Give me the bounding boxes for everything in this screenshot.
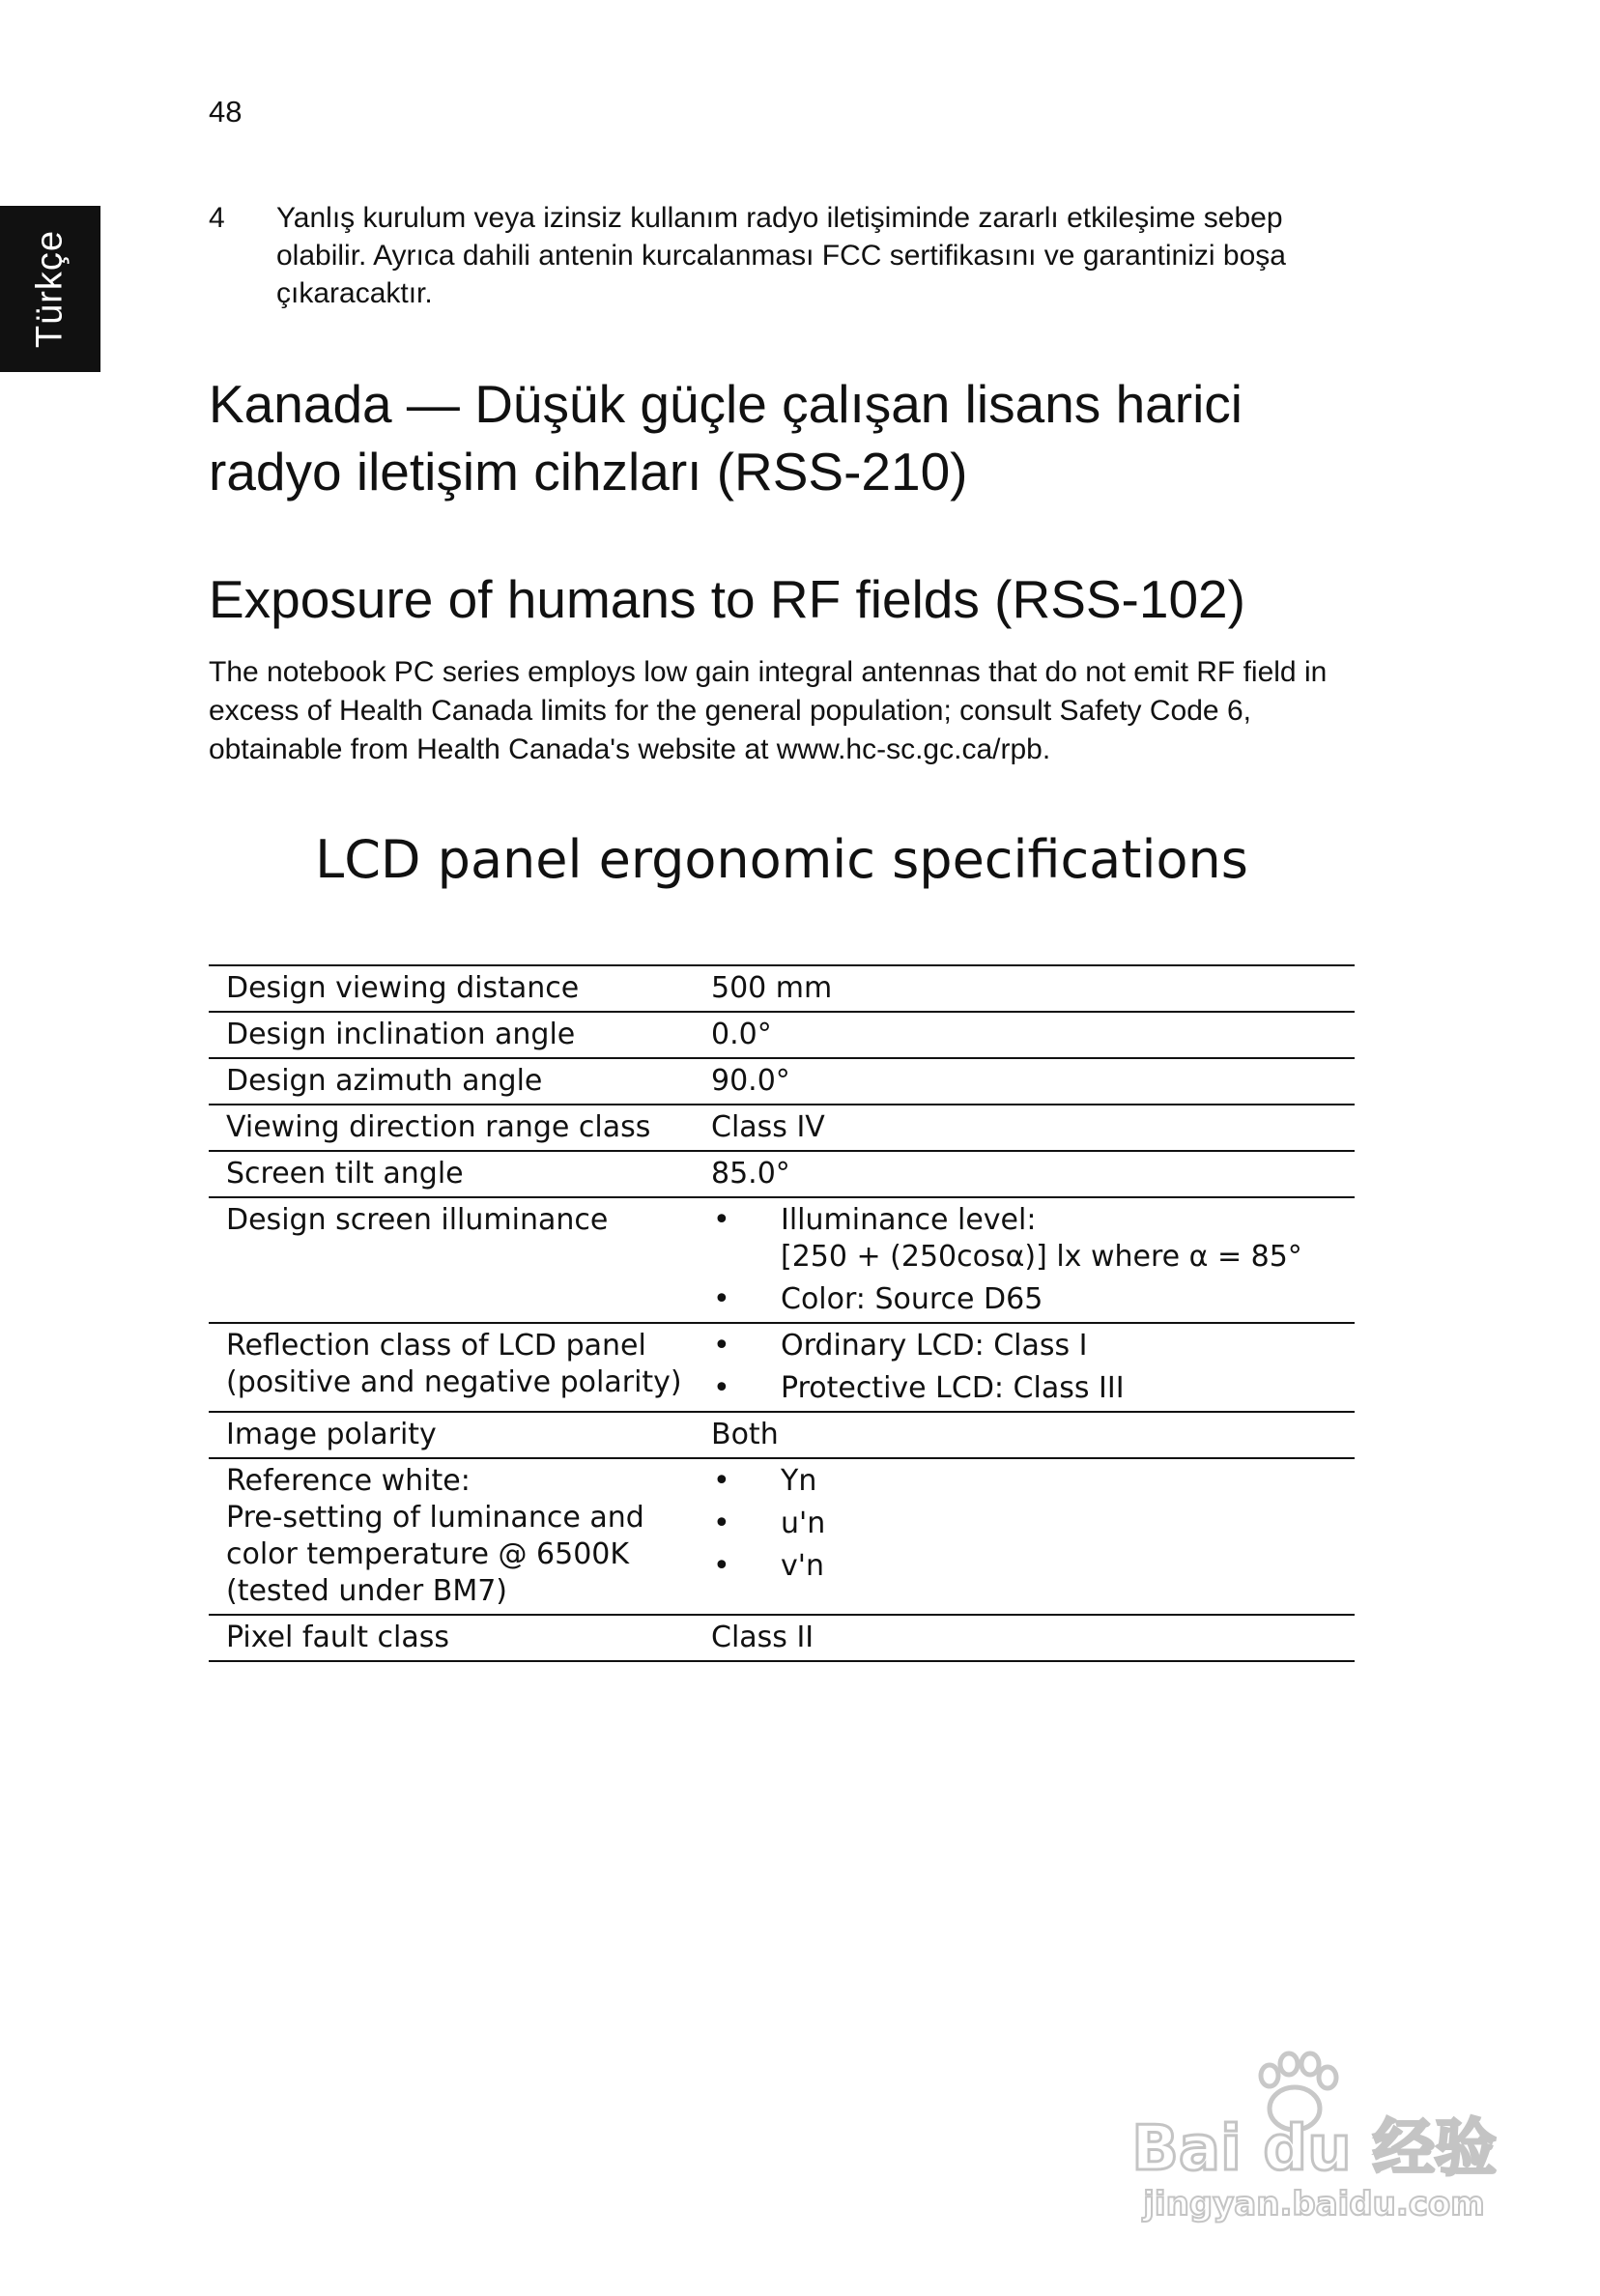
bullet-list [711, 1328, 1355, 1407]
spec-label-line: Reflection class of LCD panel [226, 1329, 646, 1363]
heading-lcd-specs: LCD panel ergonomic specifications [315, 829, 1248, 890]
lcd-specs-table [209, 964, 1355, 1662]
spec-label-line: Reference white: [226, 1464, 471, 1498]
spec-value: Class II [711, 1621, 814, 1654]
spec-label-line: Pre-setting of luminance and [226, 1501, 644, 1535]
spec-label: Design screen illuminance [226, 1203, 609, 1237]
spec-label: Design azimuth angle [226, 1064, 543, 1098]
baidu-url-text: jingyan.baidu.com [1143, 2185, 1485, 2224]
list-item: • Ordinary LCD: Class I [711, 1328, 1355, 1364]
bullet-text: • Illuminance level: [781, 1203, 1037, 1237]
spec-value: 500 mm [711, 971, 833, 1005]
heading-kanada: Kanada — Düşük güçle çalışan lisans harici radyo iletişim cihzları (RSS-210) [209, 374, 1243, 502]
page-number: 48 [209, 95, 243, 129]
spec-value: 90.0° [711, 1064, 790, 1098]
numbered-note [209, 199, 1358, 312]
spec-value [694, 1197, 1355, 1323]
table-row [209, 1412, 1355, 1458]
note-number: 4 [209, 202, 225, 234]
table-row [209, 1058, 1355, 1105]
spec-label: Design viewing distance [226, 971, 580, 1005]
table-row [209, 1615, 1355, 1661]
spec-label: Image polarity [226, 1418, 437, 1451]
spec-label: Pixel fault class [226, 1621, 449, 1654]
list-item: • Protective LCD: Class III [711, 1370, 1355, 1407]
spec-value: 85.0° [711, 1157, 790, 1191]
list-item: • v'n [711, 1548, 1355, 1585]
spec-label: Viewing direction range class [226, 1110, 651, 1144]
bullet-list [711, 1463, 1355, 1585]
table-row [209, 1458, 1355, 1615]
table-row [209, 1151, 1355, 1197]
spec-label [209, 1458, 694, 1615]
spec-value [694, 1458, 1355, 1615]
spec-label: Screen tilt angle [226, 1157, 464, 1191]
table-row [209, 1197, 1355, 1323]
list-item: • Yn [711, 1463, 1355, 1500]
language-tab-label: Türkçe [29, 229, 71, 349]
baidu-logo-text: Bai du 经验 [1131, 2113, 1497, 2185]
list-item: • Color: Source D65 [711, 1281, 1355, 1318]
bullet-text: [250 + (250cosα)] lx where α = 85° [781, 1240, 1302, 1274]
spec-label-line: (tested under BM7) [226, 1574, 508, 1608]
spec-label-line: color temperature @ 6500K [226, 1537, 630, 1571]
spec-label: Design inclination angle [226, 1018, 576, 1051]
spec-value: 0.0° [711, 1018, 772, 1051]
spec-value: Both [711, 1418, 779, 1451]
language-tab [0, 206, 100, 372]
table-row [209, 1105, 1355, 1151]
spec-label [209, 1323, 694, 1412]
note-text: Yanlış kurulum veya izinsiz kullanım radyo iletişiminde zararlı etkileşime sebep olabilir. Ayrıca dahili antenin kurcalanması FCC sertifikasını ve garantinizi boşa çıkaracaktır. [276, 202, 1286, 309]
spec-label-line: (positive and negative polarity) [226, 1365, 682, 1399]
spec-value [694, 1323, 1355, 1412]
table-row [209, 1323, 1355, 1412]
list-item: • u'n [711, 1506, 1355, 1542]
baidu-watermark [1121, 2049, 1507, 2232]
table-row [209, 1012, 1355, 1058]
list-item [711, 1202, 1355, 1276]
table-row [209, 965, 1355, 1012]
bullet-list [711, 1202, 1355, 1318]
rf-exposure-paragraph: The notebook PC series employs low gain integral antennas that do not emit RF field in excess of Health Canada limits for the general population; consult Safety Code 6, obtainable from Health Canada's website at www.hc-sc.gc.ca/rpb. [209, 656, 1328, 765]
heading-exposure: Exposure of humans to RF fields (RSS-102) [209, 569, 1245, 629]
spec-value: Class IV [711, 1110, 825, 1144]
